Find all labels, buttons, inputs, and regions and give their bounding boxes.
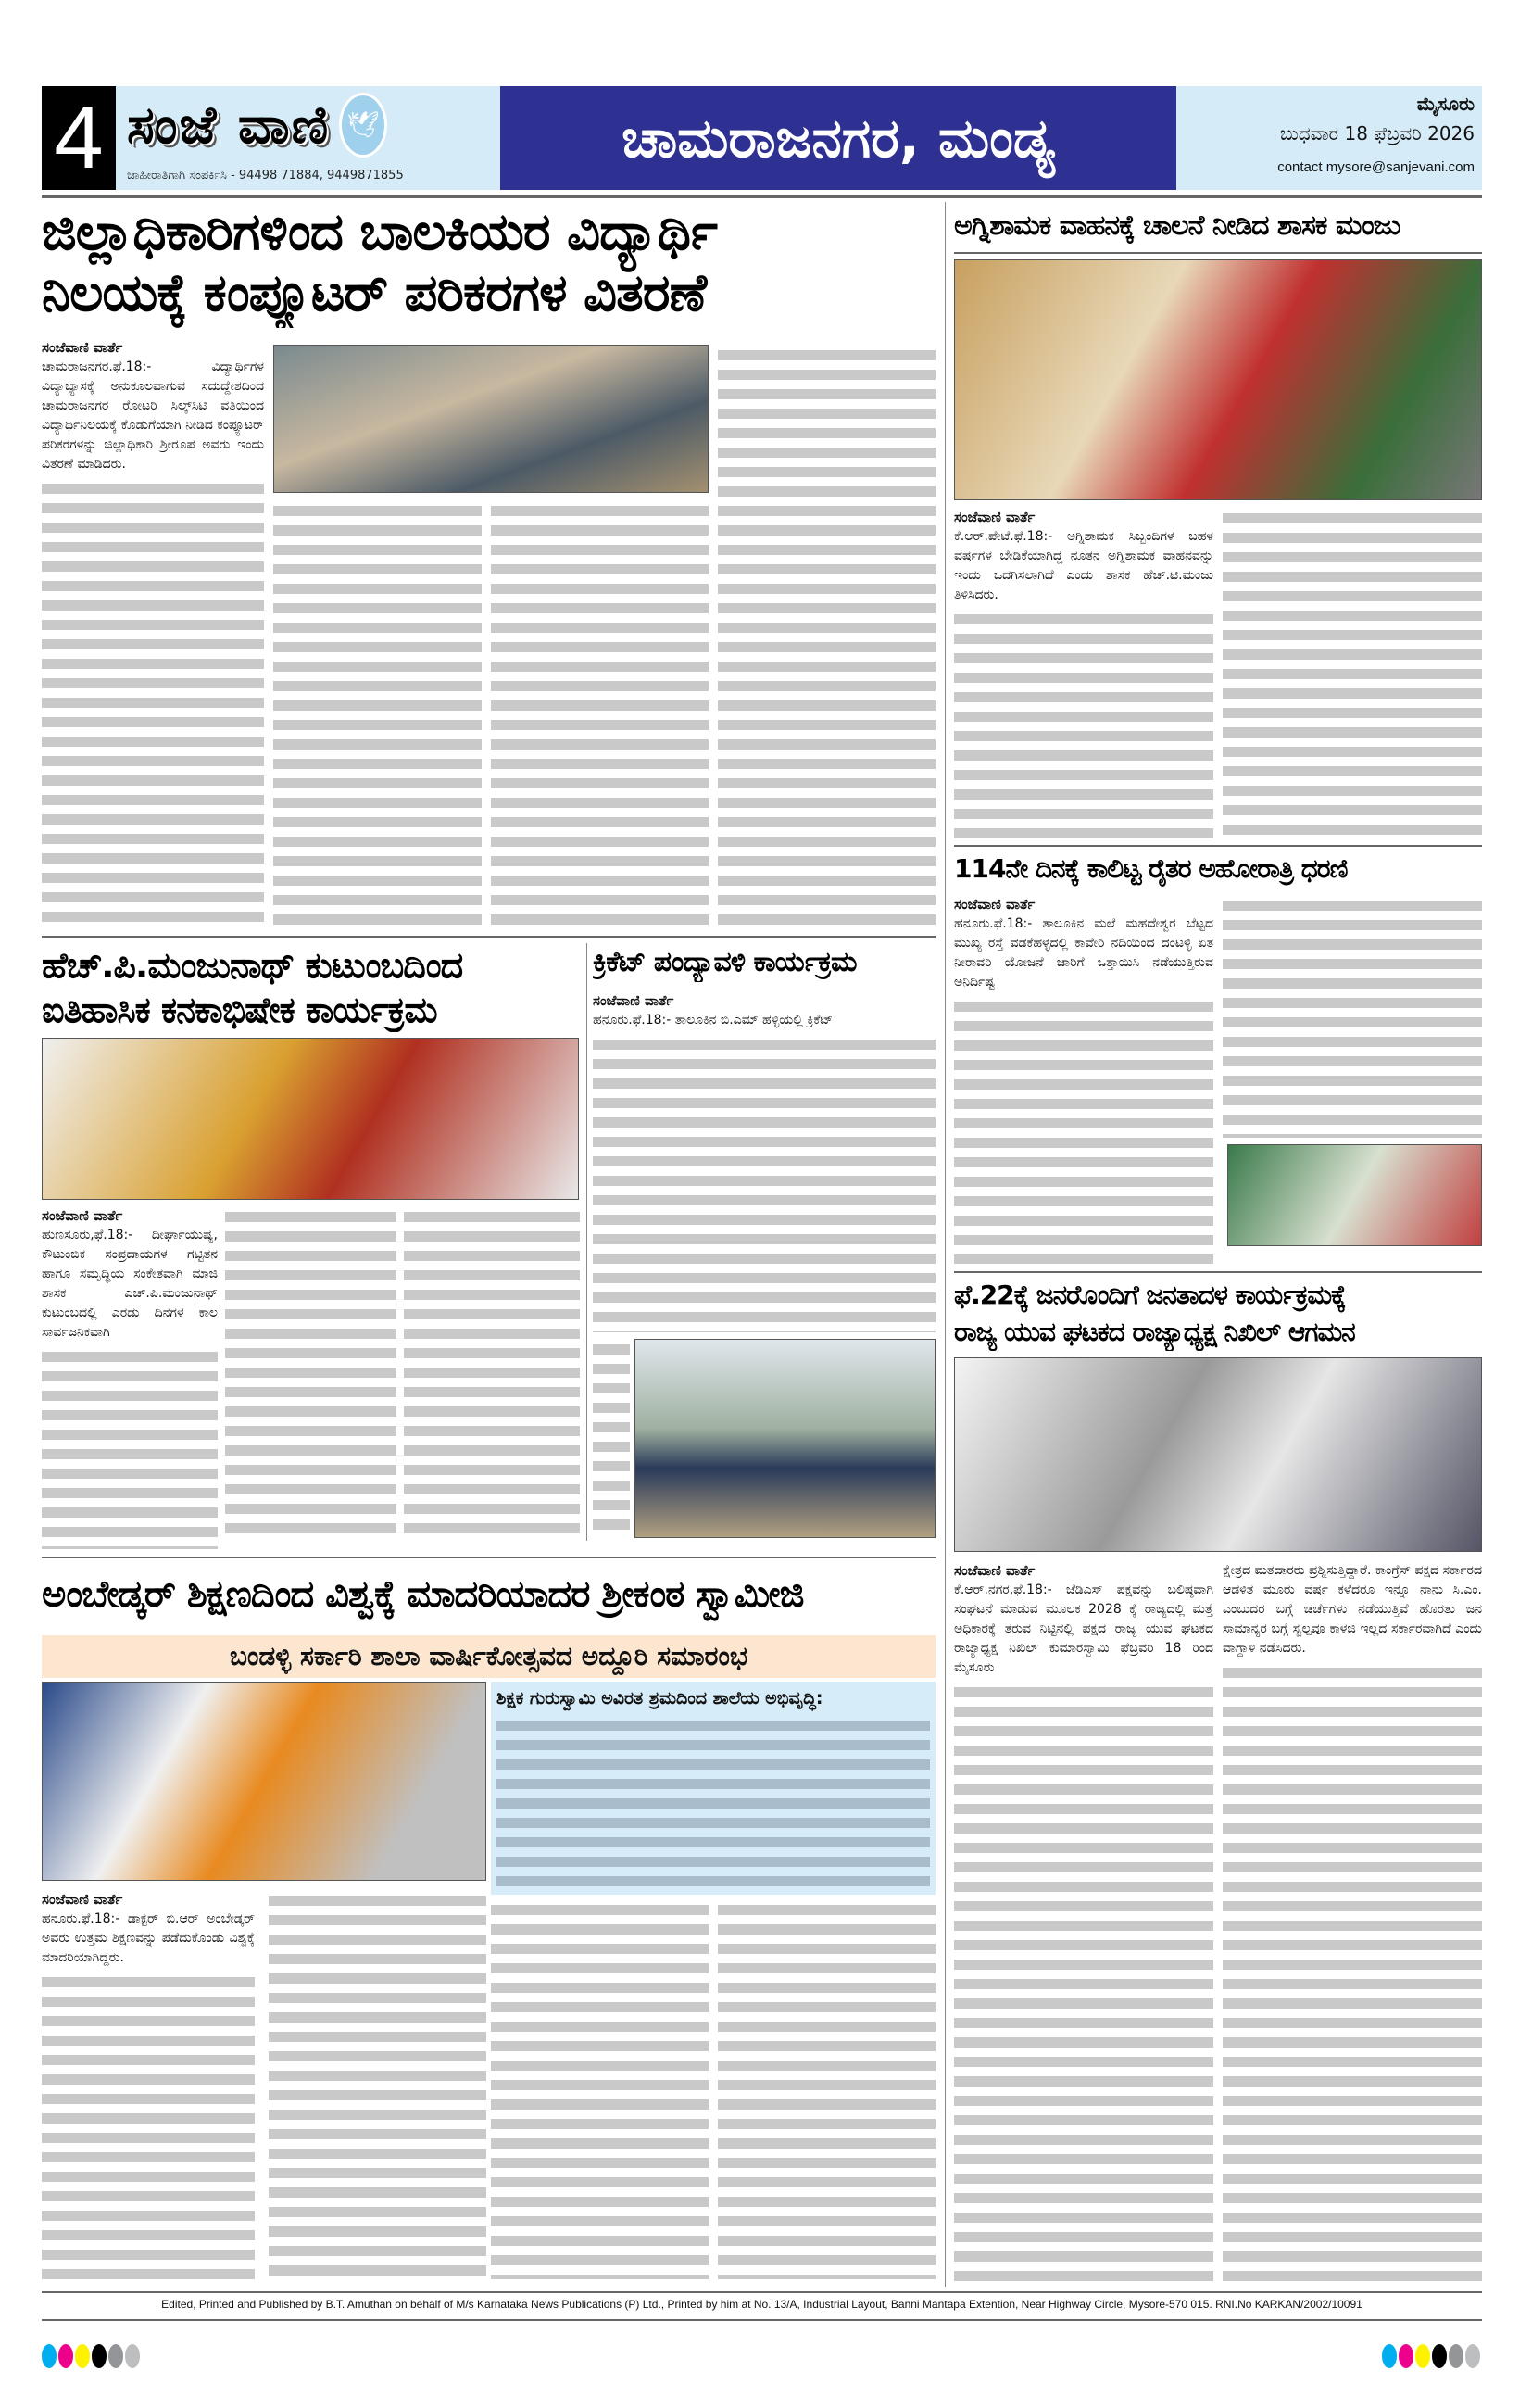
byline: ಸಂಜೆವಾಣಿ ವಾರ್ತೆ: [954, 509, 1036, 525]
divider: [42, 2291, 1482, 2293]
headline-line: ನಿಲಯಕ್ಕೆ ಕಂಪ್ಯೂಟರ್ ಪರಿಕರಗಳ ವಿತರಣೆ: [42, 263, 707, 323]
masthead-logo: [116, 86, 500, 190]
article-jds-col2: [1223, 1561, 1482, 2284]
body-text: [42, 1346, 218, 1549]
body-text: [491, 500, 709, 927]
color-dot-cyan: [1382, 2344, 1397, 2368]
edition-city: ಮೈಸೂರು: [1416, 93, 1475, 115]
article-lead: ಕೆ.ಆರ್.ಪೇಟೆ.ಫೆ.18:- ಅಗ್ನಿಶಾಮಕ ಸಿಬ್ಬಂದಿಗಳ ಬಹಳ ವರ್ಷಗಳ ಬೇಡಿಕೆಯಾಗಿದ್ದ ನೂತನ ಅಗ್ನಿಶಾಮಕ ವಾಹನವನ್ನು ಇಂದು ಒದಗಿಸಲಾಗಿದೆ ಎಂದು ಶಾಸಕ ಹೆಚ್.ಟಿ.ಮಂಜು ತಿಳಿಸಿದರು.: [954, 529, 1213, 602]
article-computers-body: [42, 338, 264, 927]
ad-phone-line: ಜಾಹೀರಾತಿಗಾಗಿ ಸಂಪರ್ಕಿಸಿ - 94498 71884, 9449871855: [127, 169, 404, 183]
article-lead: ಹನೂರು.ಫೆ.18:- ಡಾಕ್ಟರ್ ಬಿ.ಆರ್ ಅಂಬೇಡ್ಕರ್ ಅವರು ಉತ್ತಮ ಶಿಕ್ಷಣವನ್ನು ಪಡೆದುಕೊಂಡು ವಿಶ್ವಕ್ಕೆ ಮಾದರಿಯಾಗಿದ್ದರು.: [42, 1911, 255, 1965]
divider: [42, 195, 1482, 198]
headline-fire: ಅಗ್ನಿಶಾಮಕ ವಾಹನಕ್ಕೆ ಚಾಲನೆ ನೀಡಿದ ಶಾಸಕ ಮಂಜು: [954, 209, 1400, 242]
body-text: [273, 500, 482, 927]
headline-computers: [42, 202, 936, 328]
article-jds-body: [954, 1561, 1213, 2284]
body-text: [718, 1899, 936, 2279]
headline-farmers: 114ನೇ ದಿನಕ್ಕೆ ಕಾಲಿಟ್ಟ ರೈತರ ಅಹೋರಾತ್ರಿ ಧರಣಿ: [954, 853, 1348, 884]
article-fire-body: [954, 508, 1213, 839]
body-text: [42, 1972, 255, 2279]
color-dot-yellow: [1415, 2344, 1430, 2368]
edition-date: ಬುಧವಾರ 18 ಫೆಬ್ರವರಿ 2026: [1279, 122, 1475, 145]
color-dot-black: [92, 2344, 107, 2368]
color-dot-magenta: [1399, 2344, 1413, 2368]
body-text: [593, 1339, 630, 1538]
sidebar-box-teacher: [491, 1682, 936, 1895]
color-dot-black: [1432, 2344, 1447, 2368]
dove-icon: 🕊: [339, 93, 387, 158]
body-text: [225, 1206, 396, 1540]
color-dot-yellow: [75, 2344, 90, 2368]
byline: ಸಂಜೆವಾಣಿ ವಾರ್ತೆ: [42, 1891, 123, 1908]
byline: ಸಂಜೆವಾಣಿ ವಾರ್ತೆ: [954, 896, 1036, 913]
body-text: [593, 1034, 936, 1332]
color-dot-cyan: [42, 2344, 57, 2368]
body-text: [269, 1890, 486, 2279]
headline-ambedkar: ಅಂಬೇಡ್ಕರ್ ಶಿಕ್ಷಣದಿಂದ ವಿಶ್ವಕ್ಕೆ ಮಾದರಿಯಾದರ ಶ್ರೀಕಂಠ ಸ್ವಾಮೀಜಿ: [42, 1573, 804, 1616]
body-text: [1223, 1662, 1482, 2284]
logo-wordmark: ಸಂಜೆ ವಾಣಿ: [127, 95, 331, 156]
color-dot-grey: [1449, 2344, 1463, 2368]
page-number: 4: [42, 86, 116, 190]
divider: [954, 252, 1482, 254]
body-text: [718, 345, 936, 927]
headline-line: ಜಿಲ್ಲಾಧಿಕಾರಿಗಳಿಂದ ಬಾಲಕಿಯರ ವಿದ್ಯಾರ್ಥಿ: [42, 202, 717, 262]
body-text: [496, 1715, 930, 1891]
headline-line: ಫೆ.22ಕ್ಕೆ ಜನರೊಂದಿಗೆ ಜನತಾದಳ ಕಾರ್ಯಕ್ರಮಕ್ಕೆ: [954, 1280, 1346, 1310]
divider: [954, 1271, 1482, 1273]
photo-jds-leaders: [954, 1357, 1482, 1552]
photo-kanakabhisheka: [42, 1038, 579, 1200]
headline-kanaka: [42, 943, 584, 1032]
logo-row: [127, 90, 387, 160]
article-lead: ಹನೂರು.ಫೆ.18:- ತಾಲೂಕಿನ ಬಿ.ಎಮ್ ಹಳ್ಳಿಯಲ್ಲಿ ಕ್ರಿಕೆಟ್: [593, 1013, 833, 1027]
divider: [954, 845, 1482, 847]
body-text: [42, 478, 264, 927]
body-text: [1223, 508, 1482, 837]
divider: [42, 2319, 1482, 2321]
article-lead: ಹುಣಸೂರು,ಫೆ.18:- ದೀರ್ಘಾಯುಷ್ಯ, ಕೌಟುಂಬಿಕ ಸಂಪ್ರದಾಯಗಳ ಗಟ್ಟಿತನ ಹಾಗೂ ಸಮೃದ್ಧಿಯ ಸಂಕೇತವಾಗಿ ಮಾಜಿ ಶಾಸಕ ಎಚ್.ಪಿ.ಮಂಜುನಾಥ್ ಕುಟುಂಬದಲ್ಲಿ ಎರಡು ದಿನಗಳ ಕಾಲ ಸಾರ್ವಜನಿಕವಾಗಿ: [42, 1228, 218, 1340]
article-farmers-body: [954, 895, 1213, 1264]
article-text: ಕ್ಷೇತ್ರದ ಮತದಾರರು ಪ್ರಶ್ನಿಸುತ್ತಿದ್ದಾರೆ. ಕಾಂಗ್ರೆಸ್ ಪಕ್ಷದ ಸರ್ಕಾರದ ಆಡಳಿತ ಮೂರು ವರ್ಷ ಕಳೆದರೂ ಇನ್ನೂ ನಾನು ಸಿ.ಎಂ. ಎಂಬುದರ ಬಗ್ಗೆ ಚರ್ಚೆಗಳು ನಡೆಯುತ್ತಿವೆ ಹೊರತು ಜನ ಸಾಮಾನ್ಯರ ಬಗ್ಗೆ ಸ್ವಲ್ಪವೂ ಕಾಳಜಿ ಇಲ್ಲದ ಸರ್ಕಾರವಾಗಿದೆ ಎಂದು ವಾಗ್ದಾಳಿ ನಡೆಸಿದರು.: [1223, 1563, 1482, 1656]
divider: [42, 1557, 936, 1558]
article-lead: ಹನೂರು.ಫೆ.18:- ತಾಲೂಕಿನ ಮಲೆ ಮಹದೇಶ್ವರ ಬೆಟ್ಟದ ಮುಖ್ಯ ರಸ್ತೆ ವಡಕೆಹಳ್ಳದಲ್ಲಿ ಕಾವೇರಿ ನದಿಯಿಂದ ದಂಟಳ್ಳಿ ಏತ ನೀರಾವರಿ ಯೋಜನೆ ಜಾರಿಗೆ ಒತ್ತಾಯಿಸಿ ನಡೆಯುತ್ತಿರುವ ಅನಿರ್ದಿಷ್ಟ: [954, 916, 1213, 990]
column-divider: [586, 943, 587, 1541]
byline: ಸಂಜೆವಾಣಿ ವಾರ್ತೆ: [954, 1562, 1036, 1579]
byline: ಸಂಜೆವಾಣಿ ವಾರ್ತೆ: [593, 992, 674, 1009]
photo-fire-engine: [954, 259, 1482, 500]
article-lead: ಕೆ.ಆರ್.ನಗರ,ಫೆ.18:- ಜೆಡಿಎಸ್ ಪಕ್ಷವನ್ನು ಬಲಿಷ್ಠವಾಗಿ ಸಂಘಟನೆ ಮಾಡುವ ಮೂಲಕ 2028 ಕ್ಕೆ ರಾಜ್ಯದಲ್ಲಿ ಮತ್ತೆ ಅಧಿಕಾರಕ್ಕೆ ತರುವ ನಿಟ್ಟಿನಲ್ಲಿ ಪಕ್ಷದ ರಾಜ್ಯ ಯುವ ಘಟಕದ ರಾಜ್ಯಾಧ್ಯಕ್ಷ ನಿಖಿಲ್ ಕುಮಾರಸ್ವಾಮಿ ಫೆಬ್ರವರಿ 18 ರಿಂದ ಮೈಸೂರು: [954, 1582, 1213, 1675]
color-dot-lightgrey: [1465, 2344, 1480, 2368]
body-text: [404, 1206, 580, 1540]
photo-computer-handover: [273, 345, 709, 493]
photo-farmers-protest: [1227, 1144, 1482, 1246]
headline-line: ಐತಿಹಾಸಿಕ ಕನಕಾಭಿಷೇಕ ಕಾರ್ಯಕ್ರಮ: [42, 990, 437, 1030]
color-dot-lightgrey: [125, 2344, 140, 2368]
registration-marks-left: [42, 2344, 142, 2372]
color-dot-grey: [108, 2344, 123, 2368]
contact-email: contact mysore@sanjevani.com: [1277, 159, 1475, 175]
photo-cricket-team: [634, 1339, 936, 1538]
body-text: [954, 1682, 1213, 2284]
body-text: [1223, 895, 1482, 1138]
byline: ಸಂಜೆವಾಣಿ ವಾರ್ತೆ: [42, 339, 123, 356]
byline: ಸಂಜೆವಾಣಿ ವಾರ್ತೆ: [42, 1207, 123, 1224]
photo-school-anniversary: [42, 1682, 486, 1881]
article-cricket-body: [593, 991, 936, 1332]
body-text: [954, 609, 1213, 839]
body-text: [954, 996, 1213, 1264]
headline-line: ರಾಜ್ಯ ಯುವ ಘಟಕದ ರಾಜ್ಯಾಧ್ಯಕ್ಷ ನಿಖಿಲ್ ಆಗಮನ: [954, 1317, 1355, 1347]
box-headline: ಶಿಕ್ಷಕ ಗುರುಸ್ವಾಮಿ ಅವಿರತ ಶ್ರಮದಿಂದ ಶಾಲೆಯ ಅಭಿವೃದ್ಧಿ:: [496, 1688, 823, 1708]
imprint-line: Edited, Printed and Published by B.T. Amuthan on behalf of M/s Karnataka News Publications (P) Ltd., Printed by him at No. 13/A, Industrial Layout, Banni Mantapa Extention, Near Highway Circle, Mysore-570 015. RNI.No KARKAN/2002/10091: [161, 2298, 1362, 2311]
color-dot-magenta: [58, 2344, 73, 2368]
headline-jds: [954, 1277, 1482, 1351]
headline-cricket: ಕ್ರಿಕೆಟ್ ಪಂದ್ಯಾವಳಿ ಕಾರ್ಯಕ್ರಮ: [593, 946, 857, 978]
divider: [42, 936, 936, 938]
registration-marks-right: [1382, 2344, 1482, 2372]
subheadline-ambedkar: ಬಂಡಳ್ಳಿ ಸರ್ಕಾರಿ ಶಾಲಾ ವಾರ್ಷಿಕೋತ್ಸವದ ಅದ್ದೂರಿ ಸಮಾರಂಭ: [42, 1635, 936, 1678]
edition-info: [1176, 86, 1482, 190]
section-title: ಚಾಮರಾಜನಗರ, ಮಂಡ್ಯ: [500, 86, 1176, 190]
headline-line: ಹೆಚ್.ಪಿ.ಮಂಜುನಾಥ್ ಕುಟುಂಬದಿಂದ: [42, 945, 463, 986]
article-lead: ಚಾಮರಾಜನಗರ.ಫೆ.18:- ವಿದ್ಯಾರ್ಥಿಗಳ ವಿದ್ಯಾಭ್ಯಾಸಕ್ಕೆ ಅನುಕೂಲವಾಗುವ ಸದುದ್ದೇಶದಿಂದ ಚಾಮರಾಜನಗರ ರೋಟರಿ ಸಿಲ್ಕ್‌ಸಿಟಿ ವತಿಯಿಂದ ವಿದ್ಯಾರ್ಥಿನಿಲಯಕ್ಕೆ ಕೊಡುಗೆಯಾಗಿ ನೀಡಿದ ಕಂಪ್ಯೂಟರ್ ಪರಿಕರಗಳನ್ನು ಜಿಲ್ಲಾಧಿಕಾರಿ ಶ್ರೀರೂಪ ಅವರು ಇಂದು ವಿತರಣೆ ಮಾಡಿದರು.: [42, 359, 264, 472]
body-text: [491, 1899, 709, 2279]
article-ambedkar-body: [42, 1890, 255, 2279]
column-divider: [945, 202, 946, 2287]
article-kanaka-body: [42, 1206, 218, 1549]
